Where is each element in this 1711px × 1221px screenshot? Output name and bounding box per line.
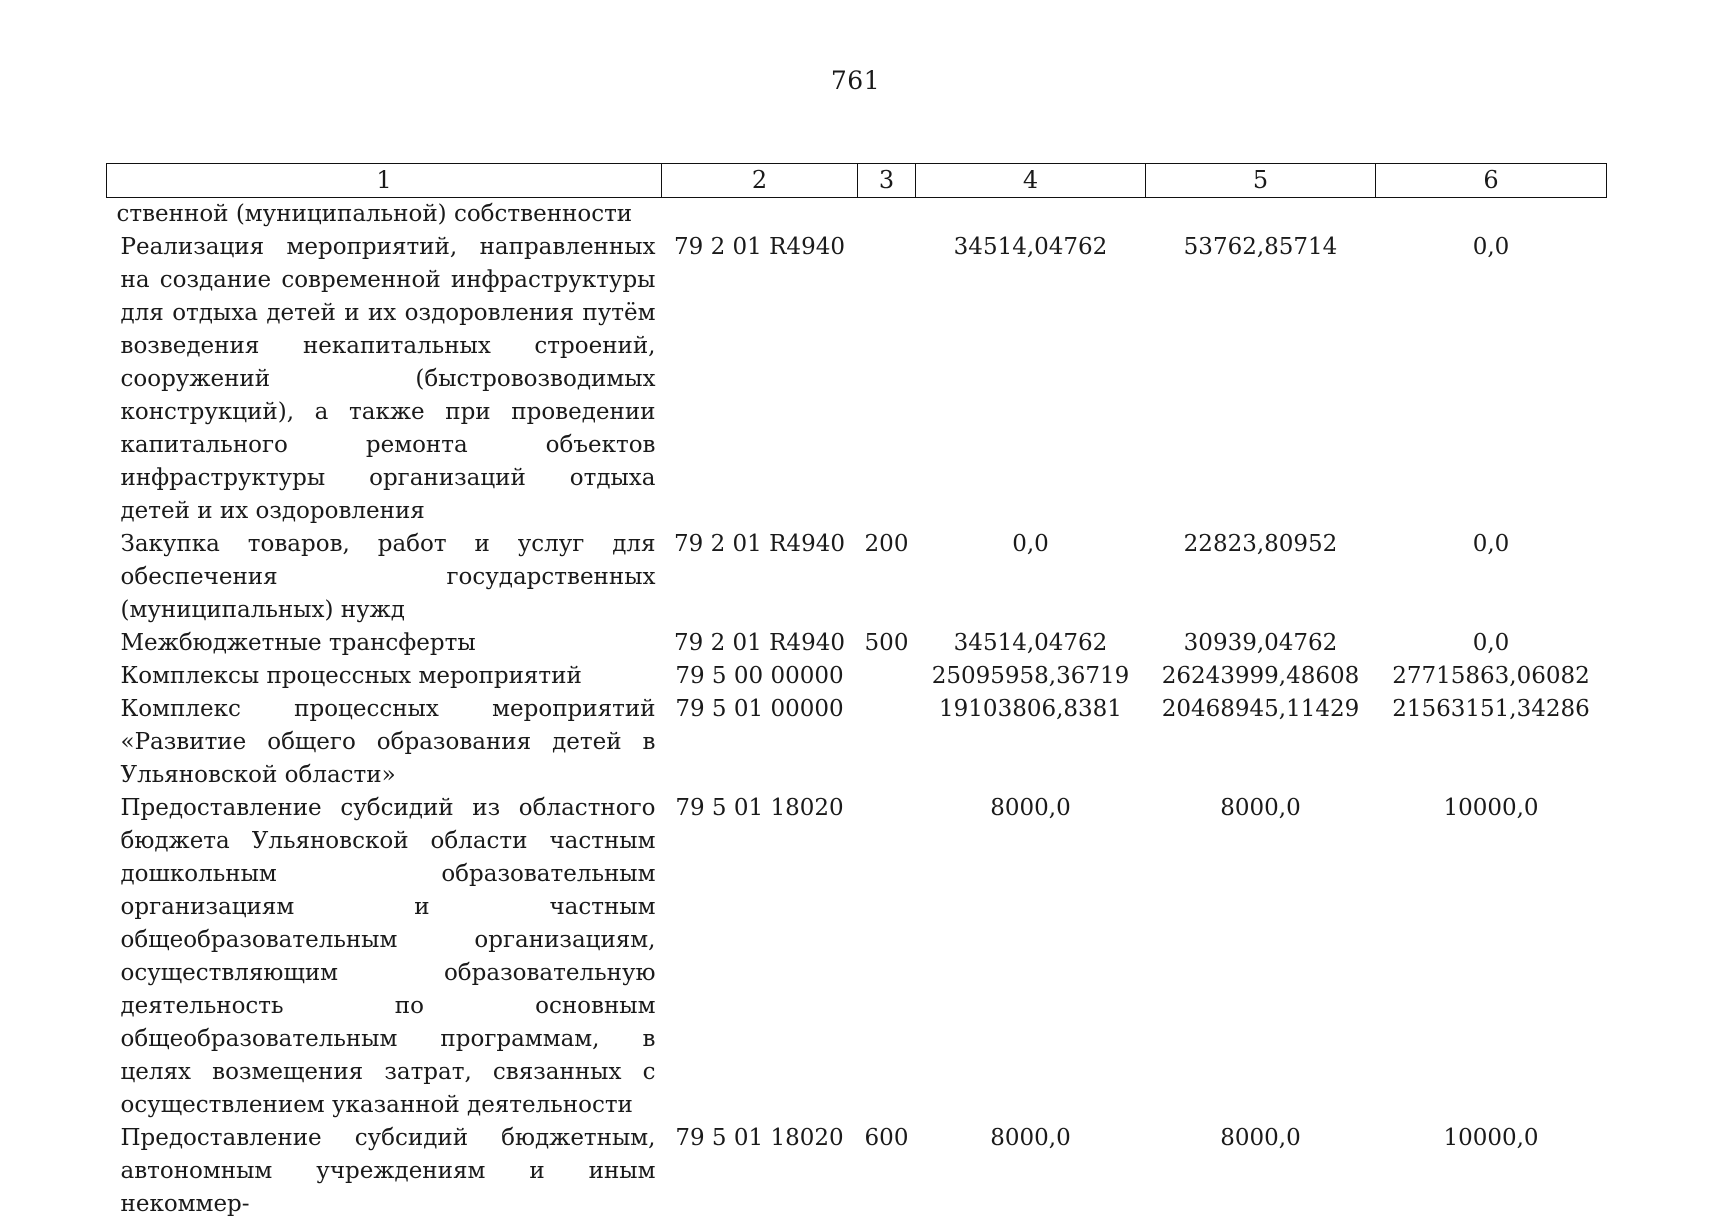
table-row [107, 792, 1607, 1122]
row-budget-code: 79 5 01 18020 [662, 1122, 858, 1221]
row-description: Комплексы процессных мероприятий [107, 660, 662, 693]
row-value-col4: 34514,04762 [916, 627, 1146, 660]
row-description: Предоставление субсидий бюджетным, автономным учреждениям и иным некоммер- [107, 1122, 662, 1221]
header-col-5: 5 [1146, 164, 1376, 198]
row-value-col5: 30939,04762 [1146, 627, 1376, 660]
row-value-col5: 8000,0 [1146, 792, 1376, 1122]
table-row [107, 231, 1607, 528]
row-value-col6: 10000,0 [1376, 1122, 1607, 1221]
row-expense-type [858, 198, 916, 232]
row-budget-code: 79 5 01 00000 [662, 693, 858, 792]
row-value-col5: 53762,85714 [1146, 231, 1376, 528]
budget-table-sheet [106, 163, 1606, 1221]
row-budget-code: 79 2 01 R4940 [662, 528, 858, 627]
table-row [107, 528, 1607, 627]
table-header [107, 164, 1607, 198]
row-description: Реализация мероприятий, направленных на создание современной инфраструктуры для отдыха детей и их оздоровления путём возведения некапитальных строений, сооружений (быстровозводимых конструкций), а также при проведении капитального ремонта объектов инфраструктуры организаций отдыха детей и их оздоровления [107, 231, 662, 528]
row-value-col6: 0,0 [1376, 627, 1607, 660]
header-col-2: 2 [662, 164, 858, 198]
row-value-col4: 34514,04762 [916, 231, 1146, 528]
row-budget-code [662, 198, 858, 232]
table-row [107, 627, 1607, 660]
row-budget-code: 79 2 01 R4940 [662, 627, 858, 660]
row-description: Межбюджетные трансферты [107, 627, 662, 660]
page-number: 761 [0, 66, 1711, 95]
row-expense-type [858, 231, 916, 528]
row-description: Комплекс процессных мероприятий «Развитие общего образования детей в Ульяновской области» [107, 693, 662, 792]
table-row [107, 1122, 1607, 1221]
row-expense-type: 200 [858, 528, 916, 627]
table-row [107, 660, 1607, 693]
row-budget-code: 79 5 01 18020 [662, 792, 858, 1122]
table-body [107, 198, 1607, 1221]
row-expense-type [858, 660, 916, 693]
table-row [107, 693, 1607, 792]
row-value-col5: 26243999,48608 [1146, 660, 1376, 693]
row-value-col5 [1146, 198, 1376, 232]
row-value-col5: 8000,0 [1146, 1122, 1376, 1221]
header-col-4: 4 [916, 164, 1146, 198]
row-budget-code: 79 5 00 00000 [662, 660, 858, 693]
header-row [107, 164, 1607, 198]
row-value-col6: 0,0 [1376, 528, 1607, 627]
row-description: Предоставление субсидий из областного бюджета Ульяновской области частным дошкольным образовательным организациям и частным общеобразовательным организациям, осуществляющим образовательную деятельность по основным общеобразовательным программам, в целях возмещения затрат, связанных с осуществлением указанной деятельности [107, 792, 662, 1122]
header-col-1: 1 [107, 164, 662, 198]
row-value-col6: 10000,0 [1376, 792, 1607, 1122]
row-value-col6 [1376, 198, 1607, 232]
row-expense-type: 600 [858, 1122, 916, 1221]
row-description: ственной (муниципальной) собственности [107, 198, 662, 232]
row-expense-type: 500 [858, 627, 916, 660]
row-value-col4: 8000,0 [916, 1122, 1146, 1221]
row-value-col6: 21563151,34286 [1376, 693, 1607, 792]
row-value-col5: 22823,80952 [1146, 528, 1376, 627]
table-row [107, 198, 1607, 232]
row-value-col6: 27715863,06082 [1376, 660, 1607, 693]
header-col-3: 3 [858, 164, 916, 198]
row-description: Закупка товаров, работ и услуг для обеспечения государственных (муниципальных) нужд [107, 528, 662, 627]
row-value-col6: 0,0 [1376, 231, 1607, 528]
row-value-col4: 0,0 [916, 528, 1146, 627]
row-expense-type [858, 792, 916, 1122]
row-value-col5: 20468945,11429 [1146, 693, 1376, 792]
row-budget-code: 79 2 01 R4940 [662, 231, 858, 528]
header-col-6: 6 [1376, 164, 1607, 198]
budget-table [106, 163, 1607, 1221]
row-value-col4: 8000,0 [916, 792, 1146, 1122]
row-value-col4: 25095958,36719 [916, 660, 1146, 693]
row-expense-type [858, 693, 916, 792]
row-value-col4 [916, 198, 1146, 232]
row-value-col4: 19103806,8381 [916, 693, 1146, 792]
